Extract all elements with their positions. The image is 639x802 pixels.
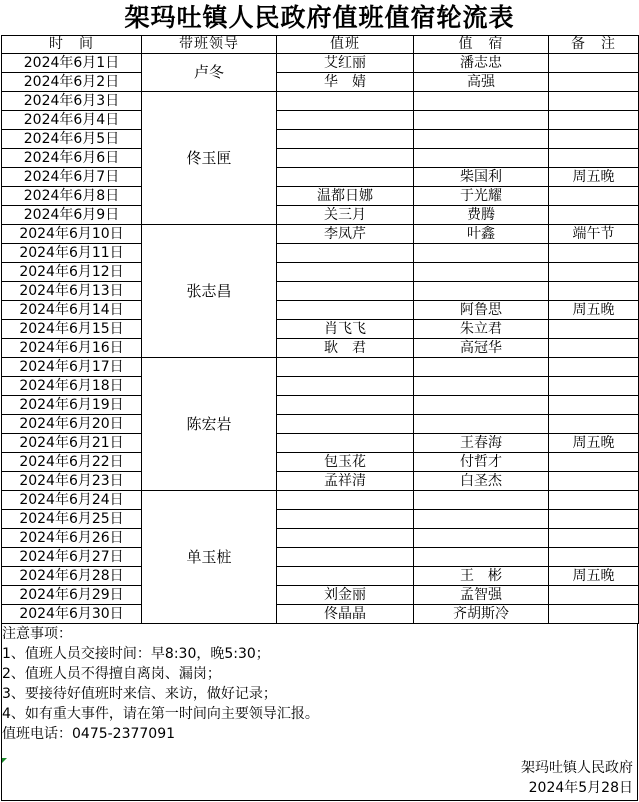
table-row (2, 358, 639, 377)
note-cell: 周五晚 (549, 567, 639, 586)
duty-cell: 李凤芹 (277, 225, 414, 244)
night-duty-cell: 阿鲁思 (414, 301, 549, 320)
duty-cell (277, 529, 414, 548)
table-row (2, 529, 639, 548)
date-cell: 2024年6月7日 (2, 168, 142, 187)
date-cell: 2024年6月4日 (2, 111, 142, 130)
note-cell (549, 263, 639, 282)
note-cell (549, 187, 639, 206)
table-row (2, 111, 639, 130)
night-duty-cell (414, 510, 549, 529)
night-duty-cell: 付哲才 (414, 453, 549, 472)
date-cell: 2024年6月14日 (2, 301, 142, 320)
footer (521, 758, 633, 798)
header-leader: 带班领导 (142, 36, 277, 54)
note-item-2: 2、值班人员不得擅自离岗、漏岗； (2, 666, 221, 682)
table-row (2, 605, 639, 624)
footer-org: 架玛吐镇人民政府 (521, 760, 633, 776)
night-duty-cell (414, 529, 549, 548)
note-cell (549, 453, 639, 472)
note-item-4: 4、如有重大事件，请在第一时间向主要领导汇报。 (2, 706, 319, 722)
duty-cell (277, 130, 414, 149)
duty-cell: 佟晶晶 (277, 605, 414, 624)
roster-body (2, 54, 639, 624)
table-row (2, 225, 639, 244)
date-cell: 2024年6月5日 (2, 130, 142, 149)
date-cell: 2024年6月21日 (2, 434, 142, 453)
note-cell (549, 510, 639, 529)
date-cell: 2024年6月11日 (2, 244, 142, 263)
header-duty: 值班 (277, 36, 414, 54)
night-duty-cell: 于光耀 (414, 187, 549, 206)
night-duty-cell (414, 111, 549, 130)
table-row (2, 73, 639, 92)
note-cell (549, 320, 639, 339)
duty-roster-table (1, 35, 639, 624)
table-row (2, 187, 639, 206)
date-cell: 2024年6月8日 (2, 187, 142, 206)
date-cell: 2024年6月16日 (2, 339, 142, 358)
duty-cell (277, 301, 414, 320)
table-row (2, 339, 639, 358)
night-duty-cell: 叶鑫 (414, 225, 549, 244)
night-duty-cell: 白圣杰 (414, 472, 549, 491)
night-duty-cell (414, 263, 549, 282)
notes-section (2, 624, 636, 744)
date-cell: 2024年6月20日 (2, 415, 142, 434)
table-row (2, 491, 639, 510)
duty-cell (277, 491, 414, 510)
footer-date: 2024年5月28日 (528, 780, 633, 796)
date-cell: 2024年6月10日 (2, 225, 142, 244)
night-duty-cell: 高冠华 (414, 339, 549, 358)
table-row (2, 320, 639, 339)
duty-cell (277, 377, 414, 396)
table-row (2, 168, 639, 187)
note-cell (549, 396, 639, 415)
duty-cell (277, 168, 414, 187)
table-row (2, 301, 639, 320)
night-duty-cell (414, 548, 549, 567)
night-duty-cell (414, 149, 549, 168)
note-cell (549, 54, 639, 73)
table-row (2, 282, 639, 301)
date-cell: 2024年6月12日 (2, 263, 142, 282)
night-duty-cell (414, 244, 549, 263)
note-cell (549, 529, 639, 548)
table-row (2, 263, 639, 282)
date-cell: 2024年6月27日 (2, 548, 142, 567)
night-duty-cell: 费腾 (414, 206, 549, 225)
note-cell (549, 358, 639, 377)
night-duty-cell (414, 396, 549, 415)
note-cell (549, 244, 639, 263)
date-cell: 2024年6月30日 (2, 605, 142, 624)
duty-phone: 值班电话：0475-2377091 (2, 726, 176, 742)
duty-cell (277, 510, 414, 529)
table-row (2, 548, 639, 567)
duty-cell: 艾红丽 (277, 54, 414, 73)
table-row (2, 415, 639, 434)
night-duty-cell: 朱立君 (414, 320, 549, 339)
header-date: 时 间 (2, 36, 142, 54)
night-duty-cell: 孟智强 (414, 586, 549, 605)
note-item-1: 1、值班人员交接时间：早8:30，晚5:30； (2, 646, 270, 662)
night-duty-cell (414, 415, 549, 434)
note-cell (549, 377, 639, 396)
date-cell: 2024年6月24日 (2, 491, 142, 510)
duty-cell: 刘金丽 (277, 586, 414, 605)
duty-cell: 关三月 (277, 206, 414, 225)
table-row (2, 472, 639, 491)
table-row (2, 54, 639, 73)
night-duty-cell: 王 彬 (414, 567, 549, 586)
note-cell (549, 586, 639, 605)
note-cell: 端午节 (549, 225, 639, 244)
night-duty-cell: 王春海 (414, 434, 549, 453)
night-duty-cell: 潘志忠 (414, 54, 549, 73)
duty-cell (277, 263, 414, 282)
duty-cell (277, 111, 414, 130)
leader-cell: 陈宏岩 (142, 358, 277, 491)
table-row (2, 149, 639, 168)
duty-cell (277, 244, 414, 263)
date-cell: 2024年6月23日 (2, 472, 142, 491)
header-note: 备 注 (549, 36, 639, 54)
table-row (2, 92, 639, 111)
table-row (2, 434, 639, 453)
duty-cell (277, 415, 414, 434)
note-cell (549, 206, 639, 225)
duty-cell (277, 567, 414, 586)
note-cell (549, 282, 639, 301)
duty-cell (277, 149, 414, 168)
table-row (2, 377, 639, 396)
night-duty-cell (414, 377, 549, 396)
table-row (2, 567, 639, 586)
duty-cell: 温都日娜 (277, 187, 414, 206)
duty-cell (277, 548, 414, 567)
date-cell: 2024年6月28日 (2, 567, 142, 586)
date-cell: 2024年6月1日 (2, 54, 142, 73)
duty-cell: 华 婧 (277, 73, 414, 92)
table-row (2, 586, 639, 605)
note-cell (549, 605, 639, 624)
cell-corner-marker (2, 758, 7, 763)
leader-cell: 佟玉匣 (142, 92, 277, 225)
date-cell: 2024年6月2日 (2, 73, 142, 92)
night-duty-cell: 高强 (414, 73, 549, 92)
header-row (2, 36, 639, 54)
note-cell (549, 111, 639, 130)
note-cell (549, 130, 639, 149)
date-cell: 2024年6月22日 (2, 453, 142, 472)
date-cell: 2024年6月26日 (2, 529, 142, 548)
table-row (2, 244, 639, 263)
note-cell (549, 548, 639, 567)
duty-cell (277, 434, 414, 453)
note-cell: 周五晚 (549, 301, 639, 320)
duty-cell (277, 396, 414, 415)
date-cell: 2024年6月17日 (2, 358, 142, 377)
duty-cell: 孟祥清 (277, 472, 414, 491)
date-cell: 2024年6月25日 (2, 510, 142, 529)
date-cell: 2024年6月13日 (2, 282, 142, 301)
note-cell: 周五晚 (549, 168, 639, 187)
night-duty-cell (414, 491, 549, 510)
night-duty-cell: 齐胡斯冷 (414, 605, 549, 624)
duty-cell (277, 358, 414, 377)
table-row (2, 396, 639, 415)
night-duty-cell (414, 92, 549, 111)
night-duty-cell (414, 282, 549, 301)
date-cell: 2024年6月6日 (2, 149, 142, 168)
date-cell: 2024年6月18日 (2, 377, 142, 396)
leader-cell: 卢冬 (142, 54, 277, 92)
duty-cell (277, 282, 414, 301)
date-cell: 2024年6月29日 (2, 586, 142, 605)
night-duty-cell (414, 130, 549, 149)
note-cell: 周五晚 (549, 434, 639, 453)
table-row (2, 453, 639, 472)
note-cell (549, 339, 639, 358)
date-cell: 2024年6月3日 (2, 92, 142, 111)
note-cell (549, 415, 639, 434)
duty-cell (277, 92, 414, 111)
duty-cell: 包玉花 (277, 453, 414, 472)
night-duty-cell (414, 358, 549, 377)
table-row (2, 130, 639, 149)
leader-cell: 张志昌 (142, 225, 277, 358)
note-cell (549, 491, 639, 510)
note-cell (549, 73, 639, 92)
header-night: 值 宿 (414, 36, 549, 54)
leader-cell: 单玉桩 (142, 491, 277, 624)
date-cell: 2024年6月9日 (2, 206, 142, 225)
page-title: 架玛吐镇人民政府值班值宿轮流表 (124, 3, 515, 32)
note-cell (549, 92, 639, 111)
note-cell (549, 149, 639, 168)
table-row (2, 206, 639, 225)
duty-cell: 肖飞飞 (277, 320, 414, 339)
note-item-3: 3、要接待好值班时来信、来访，做好记录； (2, 686, 277, 702)
duty-cell: 耿 君 (277, 339, 414, 358)
notes-heading: 注意事项： (2, 626, 72, 642)
table-row (2, 510, 639, 529)
night-duty-cell: 柴国利 (414, 168, 549, 187)
note-cell (549, 472, 639, 491)
date-cell: 2024年6月15日 (2, 320, 142, 339)
date-cell: 2024年6月19日 (2, 396, 142, 415)
